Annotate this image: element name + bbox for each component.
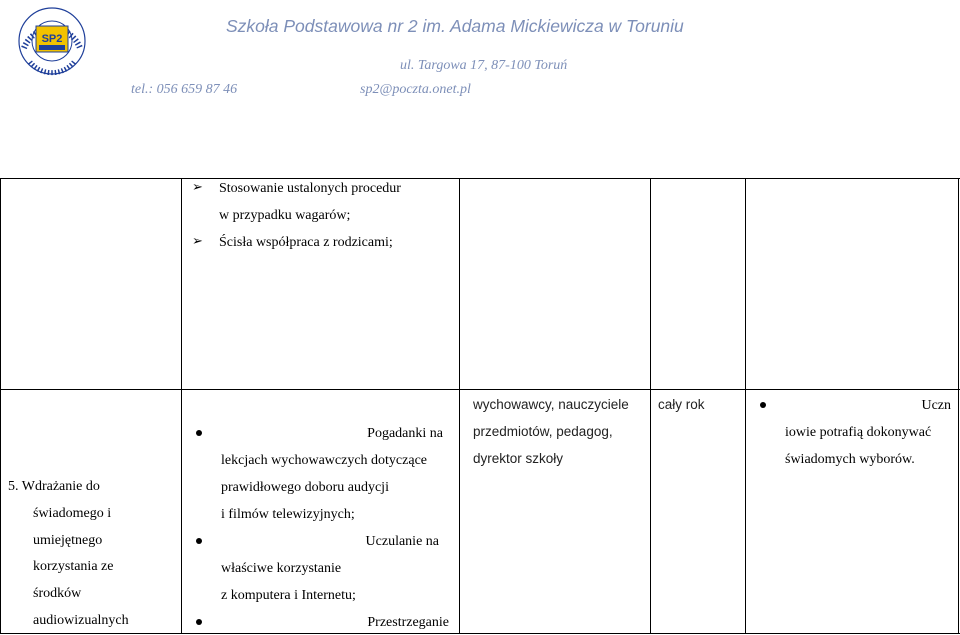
row5-responsible-line-3: dyrektor szkoły	[473, 451, 564, 466]
table-col-divider-2	[181, 178, 182, 634]
school-seal-icon	[8, 4, 96, 78]
bullet-dot-icon	[196, 430, 202, 436]
arrow-bullet-icon: ➢	[192, 234, 203, 249]
row5-task-line-3: umiejętnego	[33, 533, 103, 548]
school-name: Szkoła Podstawowa nr 2 im. Adama Mickiewicza w Toruniu	[226, 16, 684, 36]
table-col-divider-1	[0, 178, 1, 634]
row5-task-line-4: korzystania ze	[33, 559, 114, 574]
upper-item-2-line-1: Ścisła współpraca z rodzicami;	[219, 235, 393, 250]
row5-outcome-line-3: świadomych wyborów.	[785, 452, 915, 467]
bullet-dot-icon	[196, 538, 202, 544]
bullet-dot-icon	[760, 402, 766, 408]
table-col-divider-6	[958, 178, 959, 634]
row5-task-line-6: audiowizualnych	[33, 613, 129, 628]
row5-form-2-line-1: Uczulanie na	[365, 534, 439, 549]
table-border-bottom	[0, 633, 960, 634]
school-phone: tel.: 056 659 87 46	[131, 82, 238, 97]
row5-outcome-line-2: iowie potrafią dokonywać	[785, 425, 932, 440]
table-col-divider-5	[745, 178, 746, 634]
row5-task-line-5: środków	[33, 586, 82, 601]
bullet-dot-icon	[196, 619, 202, 625]
row5-term: cały rok	[658, 397, 705, 412]
row5-form-1-line-3: prawidłowego doboru audycji	[221, 480, 389, 495]
table-row-divider	[0, 389, 960, 390]
school-logo	[8, 4, 96, 78]
svg-text:SP2: SP2	[41, 33, 63, 45]
table-col-divider-4	[650, 178, 651, 634]
upper-item-1-line-1: Stosowanie ustalonych procedur	[219, 181, 401, 196]
school-email[interactable]: sp2@poczta.onet.pl	[360, 82, 471, 97]
row5-responsible-line-1: wychowawcy, nauczyciele	[473, 397, 629, 412]
row5-responsible-line-2: przedmiotów, pedagog,	[473, 424, 613, 439]
upper-item-1-line-2: w przypadku wagarów;	[219, 208, 351, 223]
row5-task-line-2: świadomego i	[33, 506, 112, 521]
arrow-bullet-icon: ➢	[192, 180, 203, 195]
row5-form-1-line-1: Pogadanki na	[367, 426, 443, 441]
school-address: ul. Targowa 17, 87-100 Toruń	[400, 58, 568, 73]
row5-task-line-1: 5. Wdrażanie do	[8, 479, 100, 494]
row5-form-2-line-2: właściwe korzystanie	[221, 561, 342, 576]
row5-form-1-line-4: i filmów telewizyjnych;	[221, 507, 355, 522]
table-col-divider-3	[459, 178, 460, 634]
row5-form-1-line-2: lekcjach wychowawczych dotyczące	[221, 453, 427, 468]
row5-form-2-line-3: z komputera i Internetu;	[221, 588, 356, 603]
row5-outcome-line-1: Uczn	[921, 398, 951, 413]
table-border-top	[0, 178, 960, 179]
row5-form-3-line-1: Przestrzeganie	[367, 615, 449, 630]
